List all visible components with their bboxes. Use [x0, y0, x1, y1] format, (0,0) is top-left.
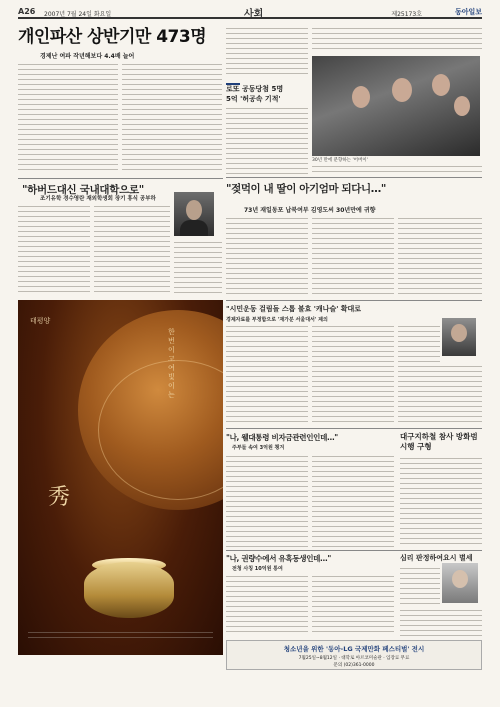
obituary-body-2: [400, 608, 482, 636]
lead-subhead: 경제난 여파 작년해보다 4.4배 늘어: [40, 53, 135, 60]
obituary-body-1: [400, 566, 440, 606]
top-right-article-body: [312, 26, 482, 52]
columnist-photo: [174, 192, 214, 236]
section-title: 사회: [244, 9, 264, 20]
page-header: [18, 5, 482, 19]
obituary-headline: 심리 판정하여요시 별세: [400, 554, 473, 562]
second-subhead: 조기유학 경수영란 재외학생회 장기 휴식 공부하: [40, 196, 156, 202]
trial-body: [400, 456, 482, 548]
photo-caption: 30년 만에 분향하는 '어버이': [312, 158, 368, 163]
scam-body-1b: [312, 454, 394, 548]
second-body-2: [94, 204, 170, 296]
feature-body-1: [226, 216, 308, 296]
box3-body-3: [398, 324, 440, 364]
portrait-caption: [174, 240, 222, 296]
issue-number: 제25173호: [391, 11, 422, 18]
newspaper-brand: 동아일보: [454, 8, 482, 16]
columnist-body: [180, 220, 208, 236]
publication-date: 2007년 7월 24일 화요일: [44, 11, 112, 18]
scam-headline-1: "나, 웰대통령 비자금관련인인데…": [226, 433, 338, 442]
cosmetic-advertisement: [18, 300, 223, 655]
obituary-face: [452, 570, 468, 588]
ad-cream-jar: [84, 562, 174, 618]
scam-subhead-1: 주부들 속여 3억원 챙겨: [232, 445, 285, 451]
box-article-body-top: [226, 26, 308, 78]
box-article-body: [226, 106, 308, 174]
columnist-face: [186, 200, 202, 220]
section-divider: [18, 178, 223, 179]
second-body-1: [18, 204, 90, 296]
feature-body-2: [312, 216, 394, 296]
second-headline: "하버드대신 국내대학으로": [22, 184, 144, 196]
obituary-photo: [442, 563, 478, 603]
scam-subhead-2: 전청 사칭 10억원 통여: [232, 566, 283, 572]
lead-body-text-2: [122, 62, 222, 170]
box3-body-2: [312, 324, 394, 424]
box3-title: "시민운동 걸림돌 스톱 불효 '캐나슬' 확대로: [226, 305, 362, 313]
section-divider: [226, 300, 482, 301]
photo-person: [454, 96, 470, 116]
lead-body-text: [18, 62, 118, 170]
ad-brandmark: 태평양: [30, 317, 51, 325]
photo-person: [352, 86, 370, 108]
mugshot-face: [451, 324, 467, 342]
box-title-2: 5억 '허공속 기적': [226, 95, 281, 103]
news-photo: [312, 56, 480, 156]
box3-subtitle: 경제자료를 부정합으로 '재가분 서울대서' 제의: [226, 317, 328, 323]
section-divider: [226, 550, 482, 551]
notice-title: 청소년을 위한 '동아-LG 국제만화 페스티벌' 전시: [283, 645, 425, 653]
feature-body-3: [398, 216, 482, 296]
scam-body-1a: [226, 454, 308, 548]
scam-body-2b: [312, 574, 394, 636]
scam-headline-2: "나, 권량수에서 유혹동생인데…": [226, 554, 331, 563]
box3-body-4: [398, 364, 482, 424]
photo-person: [432, 74, 450, 96]
section-divider: [226, 177, 482, 178]
photo-person: [392, 78, 412, 102]
box3-head: [226, 304, 396, 323]
notice-line-b: 문의 (02)361-0000: [333, 663, 375, 668]
ad-vertical-text: 한번이 고여 빛이는: [168, 328, 175, 399]
page-number: A26: [18, 7, 36, 16]
ad-fine-print: [28, 630, 213, 640]
ad-product-logo: 秀: [48, 485, 71, 510]
lead-headline: 개인파산 상반기만 473명: [18, 27, 207, 47]
scam-body-2a: [226, 574, 308, 636]
feature-subhead: 73년 재일동포 납북여부 김영도씨 30년만에 귀향: [244, 207, 376, 214]
box3-body-1: [226, 324, 308, 424]
photo-caption-body: [312, 164, 482, 174]
notice-line-a: 7월25일~8월12일 · 대학로 아르코미술관 · 입장료 무료: [298, 656, 410, 661]
box-title-1: 로또 공동당첨 5명: [226, 85, 284, 93]
event-notice-box: [226, 640, 482, 670]
trial-headline: 대구지하철 참사 방화범 시행 구형: [400, 432, 478, 451]
box-article-head: [226, 84, 308, 104]
section-divider: [226, 428, 482, 429]
box3-mugshot: [442, 318, 476, 356]
feature-headline: "젖먹이 내 딸이 아기엄마 되다니…": [226, 183, 386, 195]
